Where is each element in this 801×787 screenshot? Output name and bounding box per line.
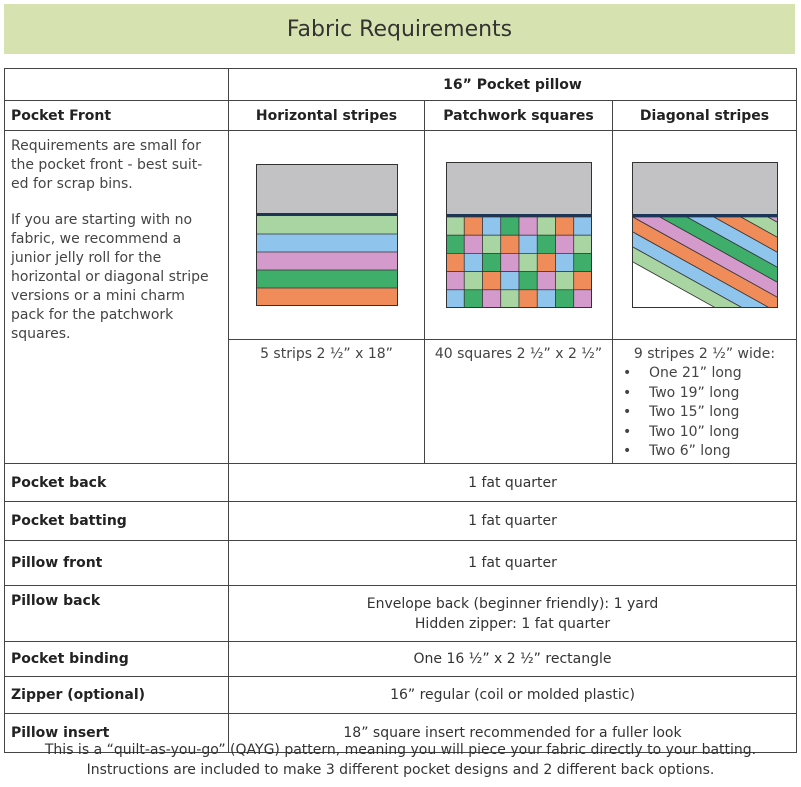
row-label-pillow-front: Pillow front <box>5 541 229 586</box>
table-row <box>5 541 797 586</box>
group-header: 16” Pocket pillow <box>229 69 797 101</box>
empty-corner-cell <box>5 69 229 101</box>
table-row <box>5 502 797 541</box>
column-header-horizontal: Horizontal stripes <box>229 101 425 131</box>
row-value-pillow-front: 1 fat quarter <box>229 541 797 586</box>
list-item: • One 21” long <box>619 364 790 384</box>
table-row <box>5 642 797 677</box>
diagonal-stripes-illustration <box>613 131 797 340</box>
horizontal-requirement: 5 strips 2 ½” x 18” <box>229 340 425 464</box>
list-item: • Two 6” long <box>619 442 790 462</box>
diagonal-requirement: 9 stripes 2 ½” wide: <box>633 346 776 362</box>
row-label-zipper: Zipper (optional) <box>5 677 229 714</box>
row-label-pocket-binding: Pocket binding <box>5 642 229 677</box>
table-header-row <box>5 69 797 101</box>
horizontal-stripes-diagram <box>256 164 398 306</box>
column-header-row <box>5 101 797 131</box>
row-label-pocket-front: Pocket Front <box>5 101 229 131</box>
column-header-patchwork: Patchwork squares <box>425 101 613 131</box>
patchwork-squares-diagram <box>446 162 592 308</box>
pocket-front-description <box>5 131 229 464</box>
table-row <box>5 586 797 642</box>
row-value-pillow-back <box>229 586 797 642</box>
row-label-pillow-insert: Pillow insert <box>5 714 229 753</box>
row-label-pillow-back: Pillow back <box>5 586 229 642</box>
description-paragraph-2: If you are starting with no fabric, we recommend a junior jelly roll for the horizontal or diagonal stripe versions or a mini charm pack for the patchwork squares. <box>11 212 209 342</box>
page-title: Fabric Requirements <box>286 16 513 42</box>
pillow-back-envelope: Envelope back (beginner friendly): 1 yard <box>366 595 659 612</box>
title-banner <box>4 4 795 54</box>
row-value-pillow-insert: 18” square insert recommended for a fuller look <box>229 714 797 753</box>
pocket-front-image-row <box>5 131 797 340</box>
row-value-zipper: 16” regular (coil or molded plastic) <box>229 677 797 714</box>
list-item: • Two 10” long <box>619 423 790 443</box>
description-paragraph-1: Requirements are small for the pocket front - best suit- ed for scrap bins. <box>11 138 203 192</box>
row-value-pocket-binding: One 16 ½” x 2 ½” rectangle <box>229 642 797 677</box>
diagonal-stripe-list <box>619 364 790 462</box>
table-row <box>5 464 797 502</box>
patchwork-squares-illustration <box>425 131 613 340</box>
list-item: • Two 15” long <box>619 403 790 423</box>
row-label-pocket-batting: Pocket batting <box>5 502 229 541</box>
row-value-pocket-back: 1 fat quarter <box>229 464 797 502</box>
diagonal-stripes-diagram <box>632 162 778 308</box>
table-row <box>5 677 797 714</box>
diagonal-requirement-cell <box>613 340 797 464</box>
pillow-back-zipper: Hidden zipper: 1 fat quarter <box>414 615 611 632</box>
patchwork-requirement: 40 squares 2 ½” x 2 ½” <box>425 340 613 464</box>
fabric-requirements-table <box>4 68 797 753</box>
horizontal-stripes-illustration <box>229 131 425 340</box>
footer-line-1: This is a “quilt-as-you-go” (QAYG) pattern, meaning you will piece your fabric directly to your batting. <box>44 742 757 758</box>
row-value-pocket-batting: 1 fat quarter <box>229 502 797 541</box>
list-item: • Two 19” long <box>619 384 790 404</box>
row-label-pocket-back: Pocket back <box>5 464 229 502</box>
column-header-diagonal: Diagonal stripes <box>613 101 797 131</box>
footer-line-2: Instructions are included to make 3 different pocket designs and 2 different back options. <box>86 762 715 778</box>
footer-note <box>0 740 801 780</box>
